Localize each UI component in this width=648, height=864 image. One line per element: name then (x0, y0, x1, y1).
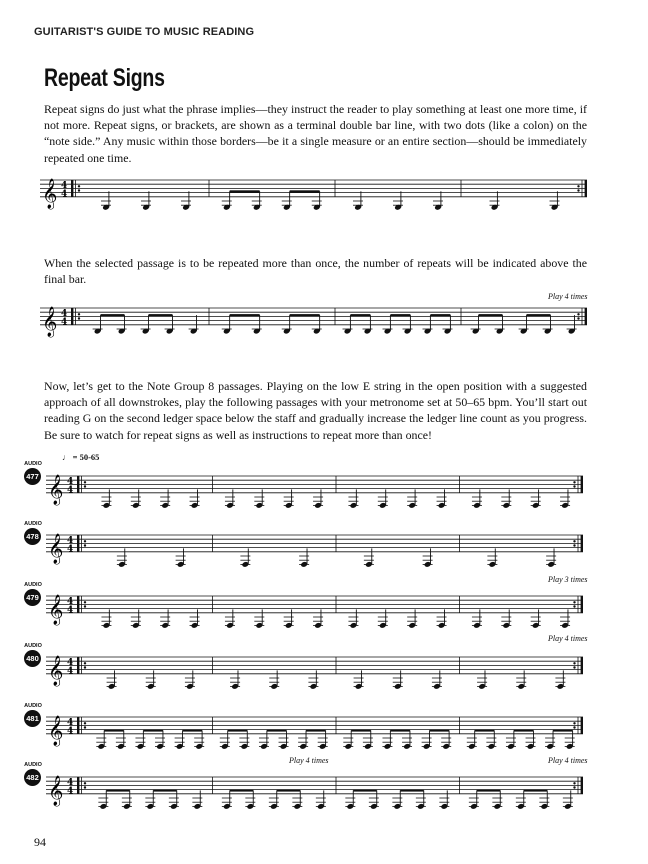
repeat-dot (84, 601, 86, 603)
end-repeat-thick (581, 596, 583, 613)
instruction-play-4-times-mid: Play 4 times (289, 756, 329, 765)
repeat-dot (78, 189, 80, 191)
repeat-dot (84, 481, 86, 483)
treble-clef: 𝄞 (48, 775, 64, 806)
staff-example-1 (0, 172, 648, 222)
beam (553, 729, 573, 731)
repeat-dot (84, 662, 86, 664)
end-repeat-thick (581, 657, 583, 674)
beam (228, 729, 248, 731)
audio-badge-478: AUDIO 478 (24, 521, 42, 545)
instruction-play-4-times: Play 4 times (548, 634, 588, 643)
audio-badge-481: AUDIO 481 (24, 703, 42, 727)
start-repeat-thick (77, 535, 79, 552)
beam (230, 314, 260, 316)
repeat-dot (84, 605, 86, 607)
repeat-dot (84, 786, 86, 788)
beam (390, 314, 410, 316)
beam (290, 190, 320, 192)
treble-clef: 𝄞 (42, 178, 58, 209)
beam (514, 729, 534, 731)
start-repeat-thick (77, 476, 79, 493)
repeat-dot (84, 485, 86, 487)
time-signature: 4 (61, 181, 68, 191)
instruction-play-4-times: Play 4 times (548, 756, 588, 765)
audio-badge-480: AUDIO 480 (24, 643, 42, 667)
beam (479, 314, 503, 316)
repeat-dot (573, 662, 575, 664)
beam (430, 729, 450, 731)
repeat-dot (84, 666, 86, 668)
time-signature: 4 (67, 718, 74, 728)
repeat-dot (573, 485, 575, 487)
repeat-dot (573, 786, 575, 788)
audio-badge-482: AUDIO 482 (24, 762, 42, 786)
beam (183, 729, 203, 731)
start-repeat-thick (71, 308, 73, 325)
end-repeat-thick (581, 777, 583, 794)
repeat-dot (78, 185, 80, 187)
beam (527, 314, 551, 316)
end-repeat-thick (585, 308, 587, 325)
beam (230, 190, 260, 192)
time-signature: 4 (67, 666, 74, 677)
end-repeat-thick (581, 717, 583, 734)
beam (267, 729, 287, 731)
beam (230, 789, 254, 791)
beam (430, 314, 450, 316)
end-repeat-thick (581, 535, 583, 552)
time-signature: 4 (61, 309, 68, 319)
repeat-dot (573, 605, 575, 607)
repeat-dot (573, 722, 575, 724)
section-title: Repeat Signs (44, 64, 165, 92)
staff-track-480 (0, 643, 648, 689)
repeat-dot (573, 540, 575, 542)
paragraph-intro: Repeat signs do just what the phrase implies—they instruct the reader to play something at least one more time, if not more. Repeat signs, or brackets, are shown as a terminal double bar line, with two dots (like a colon) on the “note side.” Any music within those borders—be it a single measure or an entire section—should be immediately repeated one time. (44, 102, 587, 165)
tempo-marking: ♩ = 50-65 (62, 452, 100, 462)
repeat-dot (78, 317, 80, 319)
beam (400, 789, 424, 791)
treble-clef: 𝄞 (48, 474, 64, 505)
instruction-play-4-times: Play 4 times (548, 292, 588, 301)
beam (350, 314, 370, 316)
time-signature: 4 (67, 485, 74, 496)
repeat-dot (573, 666, 575, 668)
page-number: 94 (34, 835, 46, 849)
staff-example-2 (0, 298, 648, 348)
time-signature: 4 (67, 544, 74, 555)
time-signature: 4 (67, 786, 74, 797)
beam (351, 729, 371, 731)
start-repeat-thick (77, 717, 79, 734)
audio-badge-479: AUDIO 479 (24, 582, 42, 606)
time-signature: 4 (67, 536, 74, 546)
repeat-dot (573, 726, 575, 728)
start-repeat-thick (71, 180, 73, 197)
beam (306, 729, 326, 731)
beam (153, 789, 177, 791)
staff-track-482 (0, 763, 648, 809)
beam (143, 729, 163, 731)
repeat-dot (84, 782, 86, 784)
treble-clef: 𝄞 (48, 594, 64, 625)
beam (477, 789, 501, 791)
staff-track-478 (0, 521, 648, 567)
repeat-dot (573, 782, 575, 784)
repeat-dot (577, 317, 579, 319)
repeat-dot (84, 722, 86, 724)
repeat-dot (577, 189, 579, 191)
beam (104, 729, 124, 731)
start-repeat-thick (77, 657, 79, 674)
time-signature: 4 (67, 477, 74, 487)
beam (390, 729, 410, 731)
beam (524, 789, 548, 791)
beam (277, 789, 301, 791)
end-repeat-thick (585, 180, 587, 197)
paragraph-note-group-8: Now, let’s get to the Note Group 8 passages. Playing on the low E string in the open position with a suggested approach of all downstrokes, play the following passages with your metronome set at 50–65 bpm. You’ll start out reading G on the second ledger space below the staff and gradually increase the ledger line count as you progress. Be sure to watch for repeat signs as well as instructions to repeat more than once! (44, 379, 587, 442)
time-signature: 4 (67, 605, 74, 616)
time-signature: 4 (67, 778, 74, 788)
treble-clef: 𝄞 (48, 655, 64, 686)
repeat-dot (84, 544, 86, 546)
beam (101, 314, 125, 316)
beam (475, 729, 495, 731)
repeat-dot (577, 185, 579, 187)
staff-track-481 (0, 703, 648, 749)
start-repeat-thick (77, 777, 79, 794)
staff-track-477 (0, 462, 648, 508)
beam (290, 314, 320, 316)
beam (149, 314, 173, 316)
beam (106, 789, 130, 791)
repeat-dot (577, 313, 579, 315)
treble-clef: 𝄞 (48, 715, 64, 746)
time-signature: 4 (67, 597, 74, 607)
beam (353, 789, 377, 791)
repeat-dot (84, 540, 86, 542)
audio-badge-477: AUDIO 477 (24, 461, 42, 485)
start-repeat-thick (77, 596, 79, 613)
repeat-dot (573, 601, 575, 603)
paragraph-multiple-repeats: When the selected passage is to be repeated more than once, the number of repeats will be indicated above the final bar. (44, 256, 587, 287)
treble-clef: 𝄞 (42, 306, 58, 337)
end-repeat-thick (581, 476, 583, 493)
repeat-dot (84, 726, 86, 728)
staff-track-479 (0, 582, 648, 628)
time-signature: 4 (67, 658, 74, 668)
repeat-dot (573, 481, 575, 483)
repeat-dot (78, 313, 80, 315)
instruction-play-3-times: Play 3 times (548, 575, 588, 584)
treble-clef: 𝄞 (48, 533, 64, 564)
time-signature: 4 (61, 189, 68, 200)
time-signature: 4 (61, 317, 68, 328)
time-signature: 4 (67, 726, 74, 737)
running-head: GUITARIST'S GUIDE TO MUSIC READING (34, 26, 255, 38)
repeat-dot (573, 544, 575, 546)
